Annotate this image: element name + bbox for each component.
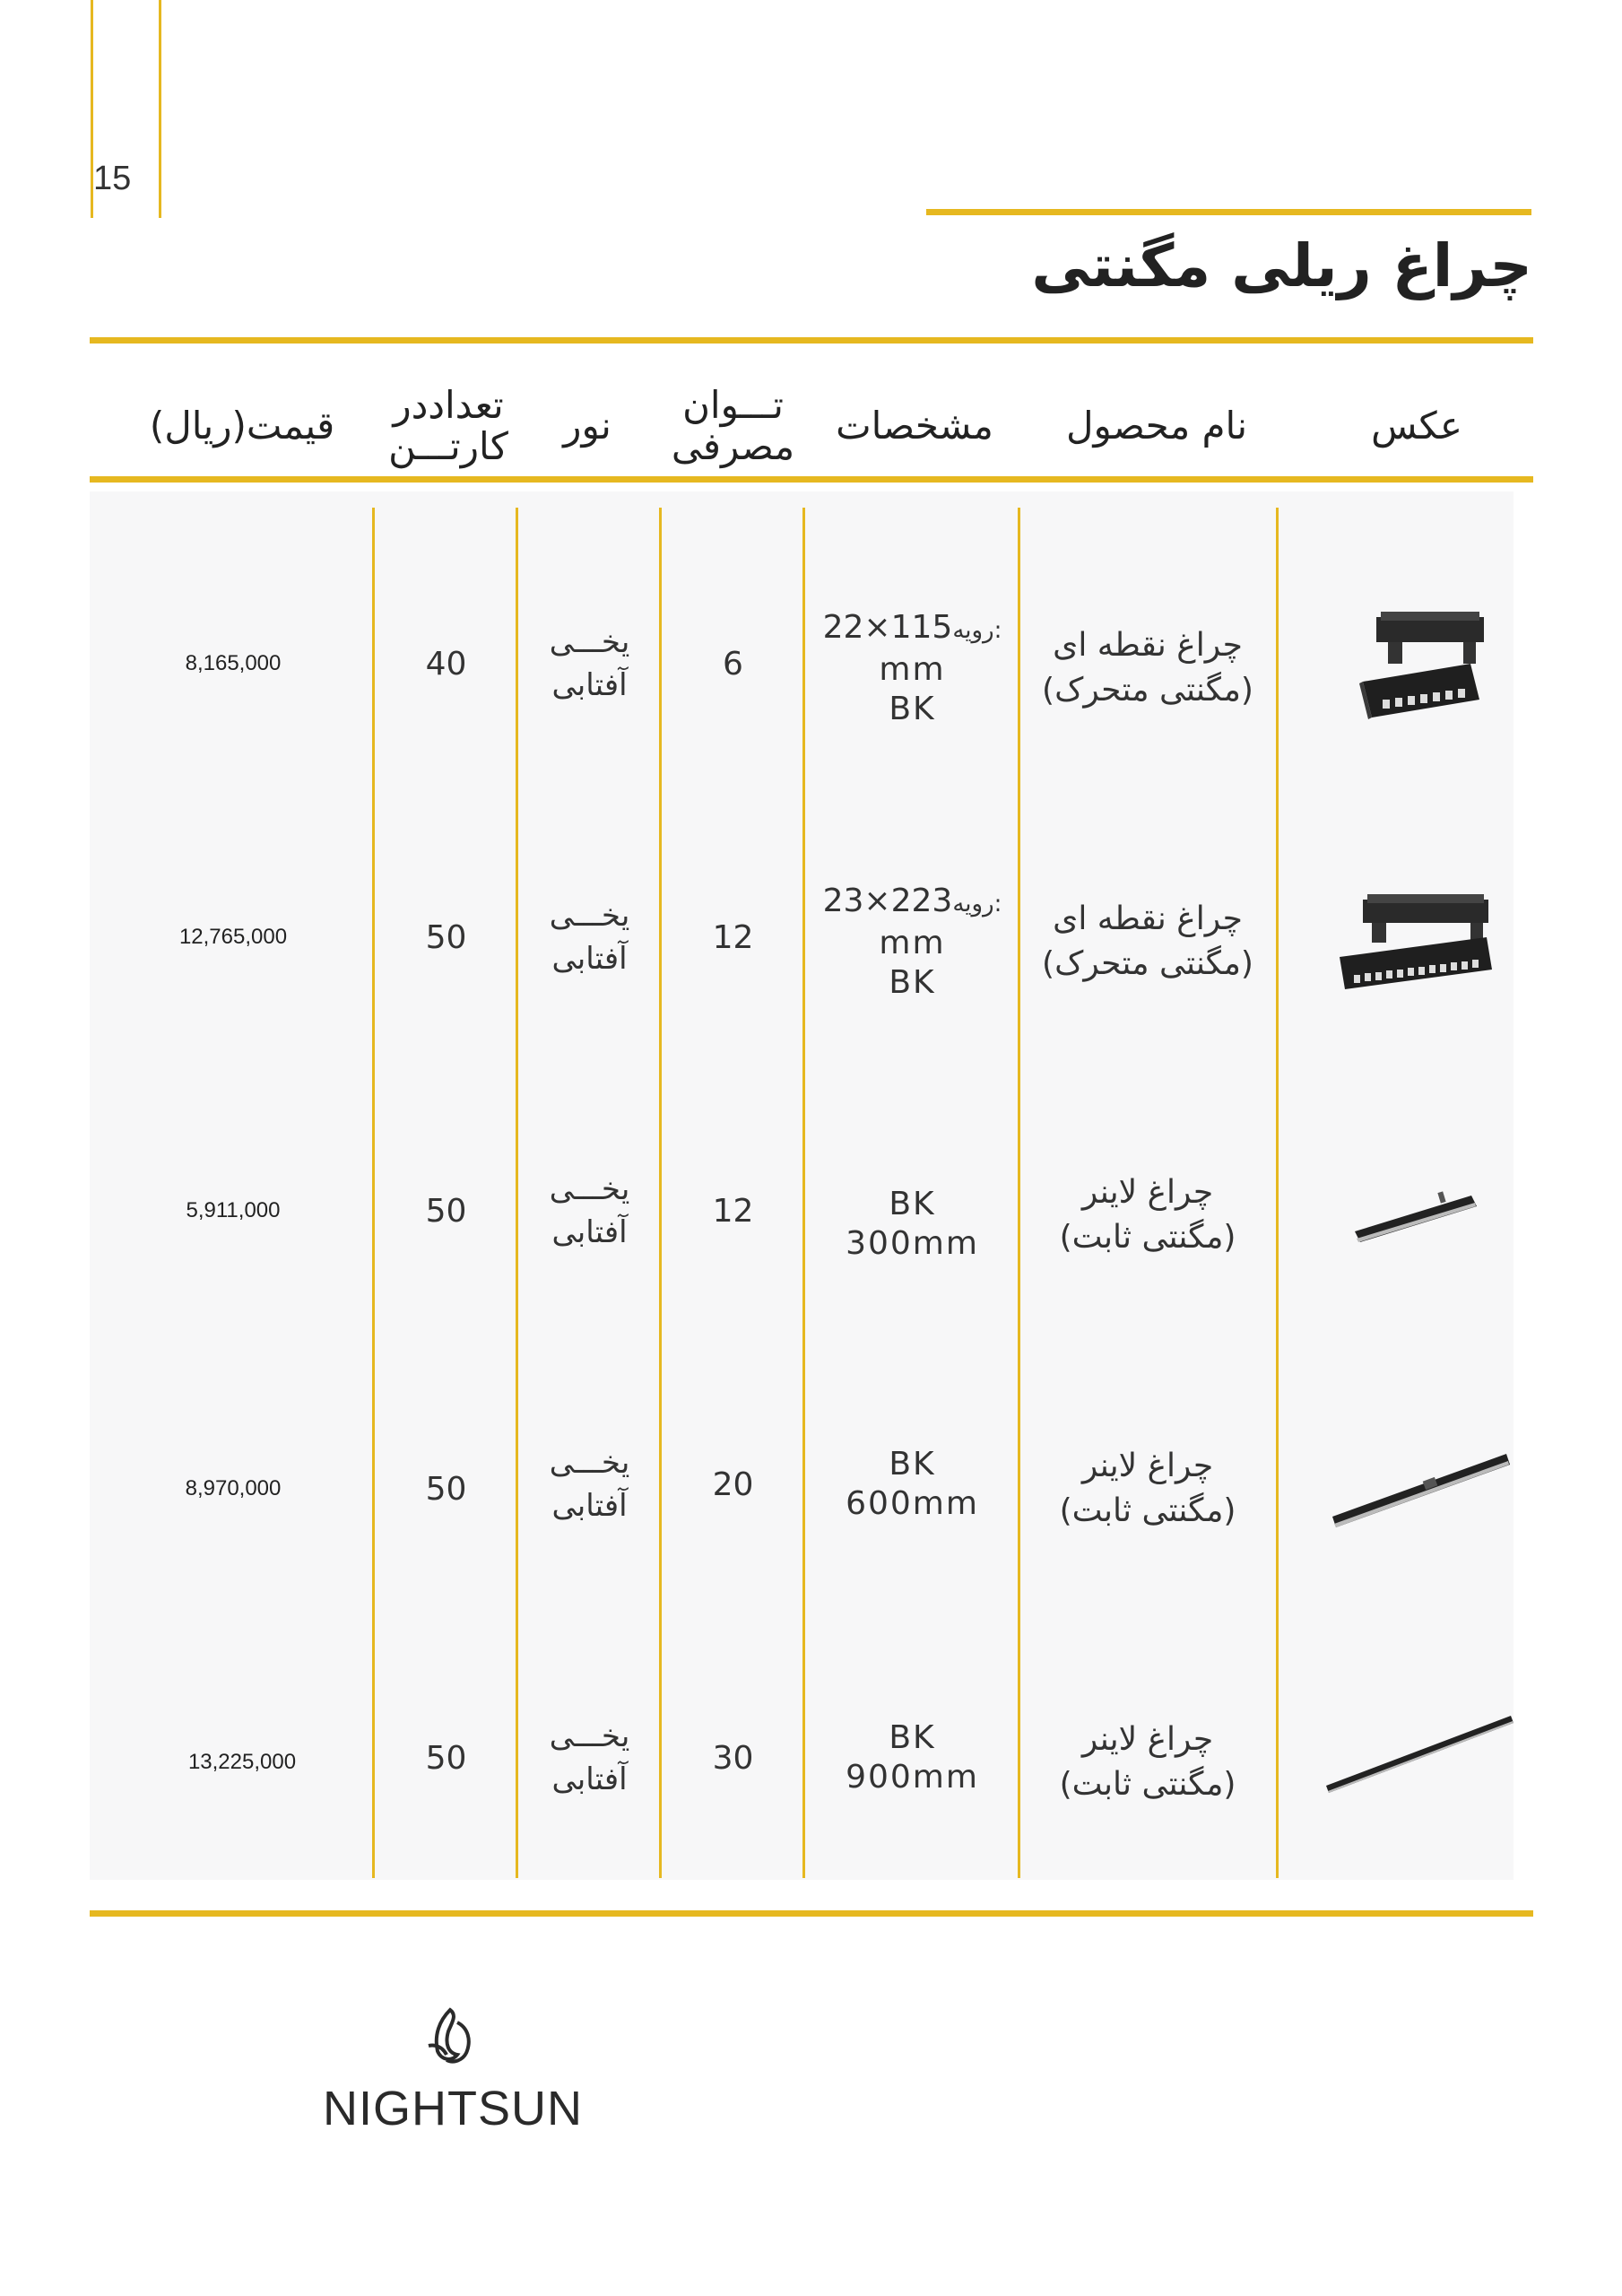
column-divider [516,508,518,1878]
product-specs: BK 600mm [846,1446,979,1522]
header-carton: تعداددر کارتـــن [388,383,508,468]
product-specs: 23×223رویه: mm BK [822,882,1002,1001]
product-specs: BK 300mm [846,1186,979,1262]
header-power: تـــوان مصرفی [671,383,795,468]
power-value: 12 [712,918,754,956]
carton-count: 50 [425,1739,467,1777]
price-value: 12,765,000 [178,925,288,949]
price-value: 13,225,000 [187,1750,297,1774]
linear-light-900-icon [1323,1709,1520,1798]
linear-light-600-icon [1327,1439,1515,1538]
power-value: 6 [723,645,743,683]
carton-count: 50 [425,1192,467,1230]
product-name: چراغ نقطه ای (مگنتی متحرک) [1042,900,1253,982]
carton-count: 50 [425,918,467,956]
column-divider [372,508,375,1878]
power-value: 30 [712,1739,754,1777]
column-divider [1018,508,1020,1878]
magnetic-spot-light-long-icon [1327,892,1497,996]
light-type: یخـــی آفتابی [549,1445,630,1524]
light-type: یخـــی آفتابی [549,898,630,977]
light-type: یخـــی آفتابی [549,1718,630,1797]
product-specs: 22×115رویه: mm BK [822,608,1002,727]
magnetic-spot-light-short-icon [1345,610,1488,726]
price-value: 8,970,000 [185,1476,282,1500]
carton-count: 50 [425,1470,467,1508]
linear-light-300-icon [1349,1179,1484,1251]
carton-count: 40 [425,645,467,683]
nightsun-logo-icon [421,2005,479,2067]
page-title: چراغ ریلی مگنتی [1031,231,1532,300]
header-bottom-rule [90,476,1533,483]
column-divider [659,508,662,1878]
header-light: نور [563,404,612,448]
header-image: عکس [1371,404,1462,448]
header-price: قیمت(ریال) [149,404,335,448]
product-name: چراغ نقطه ای (مگنتی متحرک) [1042,627,1253,709]
title-rule [926,209,1531,215]
price-value: 5,911,000 [186,1198,281,1222]
product-name: چراغ لاینر (مگنتی ثابت) [1059,1448,1236,1529]
column-divider [1276,508,1279,1878]
price-value: 8,165,000 [185,651,282,675]
light-type: یخـــی آفتابی [549,1171,630,1250]
product-name: چراغ لاینر (مگنتی ثابت) [1059,1174,1236,1256]
power-value: 12 [712,1192,754,1230]
page-number: 15 [93,160,132,197]
column-divider [802,508,805,1878]
header-specs: مشخصات [836,404,993,448]
power-value: 20 [712,1465,754,1503]
product-name: چراغ لاینر (مگنتی ثابت) [1059,1721,1236,1803]
product-specs: BK 900mm [846,1719,979,1796]
table-bottom-rule [90,1910,1533,1917]
light-type: یخـــی آفتابی [549,624,630,703]
header-top-rule [90,337,1533,344]
header-name: نام محصول [1065,404,1248,448]
brand-name: NIGHTSUN [323,2082,583,2135]
